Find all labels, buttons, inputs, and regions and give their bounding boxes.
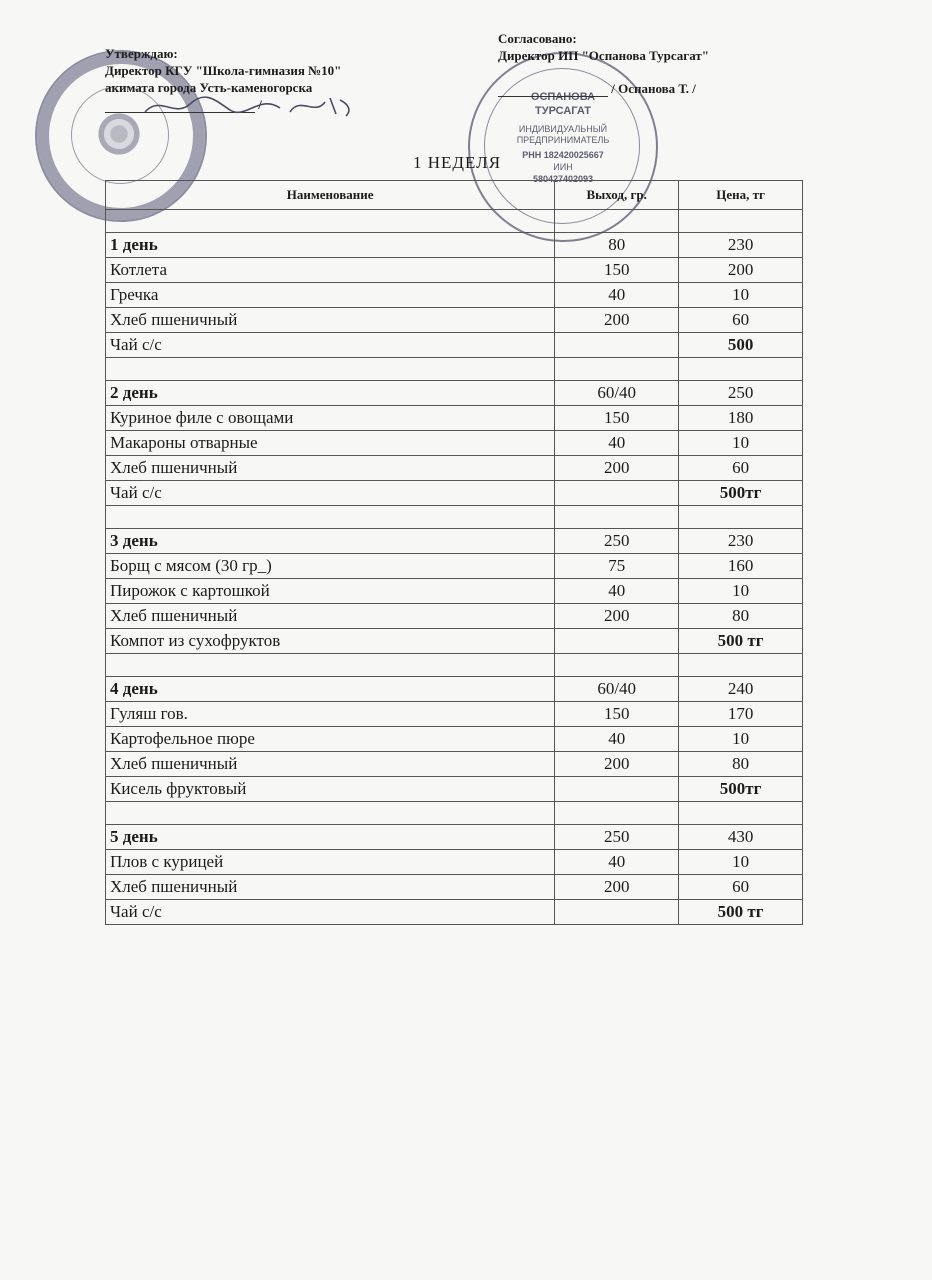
item-name: Плов с курицей xyxy=(106,850,555,875)
table-row xyxy=(106,308,803,333)
item-weight: 40 xyxy=(555,727,679,752)
item-weight: 60/40 xyxy=(555,677,679,702)
item-name: Котлета xyxy=(106,258,555,283)
item-name: Пирожок с картошкой xyxy=(106,579,555,604)
item-price: 230 xyxy=(679,233,803,258)
item-name: Макароны отварные xyxy=(106,431,555,456)
item-weight: 150 xyxy=(555,406,679,431)
table-row xyxy=(106,654,803,677)
item-weight: 200 xyxy=(555,308,679,333)
item-name: Компот из сухофруктов xyxy=(106,629,555,654)
day-label: 2 день xyxy=(106,381,555,406)
item-price: 60 xyxy=(679,875,803,900)
item-name: Борщ с мясом (30 гр_) xyxy=(106,554,555,579)
director-signature xyxy=(140,90,360,120)
empty-cell xyxy=(555,358,679,381)
week-title: 1 НЕДЕЛЯ xyxy=(413,153,502,172)
item-price: 160 xyxy=(679,554,803,579)
empty-cell xyxy=(106,802,555,825)
table-row xyxy=(106,604,803,629)
item-weight: 200 xyxy=(555,604,679,629)
empty-cell xyxy=(106,654,555,677)
empty-cell xyxy=(679,506,803,529)
table-row xyxy=(106,283,803,308)
header-name: Наименование xyxy=(106,181,555,210)
menu-table xyxy=(105,180,803,925)
item-weight xyxy=(555,900,679,925)
item-price: 180 xyxy=(679,406,803,431)
item-price: 10 xyxy=(679,850,803,875)
item-price: 60 xyxy=(679,456,803,481)
table-row xyxy=(106,752,803,777)
stamp-type-2: ПРЕДПРИНИМАТЕЛЬ xyxy=(516,135,610,145)
empty-cell xyxy=(106,506,555,529)
day-label: 1 день xyxy=(106,233,555,258)
item-name: Чай с/с xyxy=(106,900,555,925)
day-header-row xyxy=(106,381,803,406)
item-price: 10 xyxy=(679,431,803,456)
item-price: 200 xyxy=(679,258,803,283)
day-header-row xyxy=(106,529,803,554)
item-price: 250 xyxy=(679,381,803,406)
item-weight: 60/40 xyxy=(555,381,679,406)
item-price: 430 xyxy=(679,825,803,850)
table-row xyxy=(106,481,803,506)
table-row xyxy=(106,431,803,456)
table-row xyxy=(106,900,803,925)
item-weight: 150 xyxy=(555,702,679,727)
item-weight: 200 xyxy=(555,875,679,900)
table-row xyxy=(106,506,803,529)
item-name: Гречка xyxy=(106,283,555,308)
empty-cell xyxy=(679,802,803,825)
agree-signature-line xyxy=(498,80,709,97)
day-header-row xyxy=(106,233,803,258)
day-total: 500 xyxy=(679,333,803,358)
item-weight: 40 xyxy=(555,579,679,604)
stamp-rnn: РНН 182420025667 xyxy=(522,150,604,160)
item-weight: 200 xyxy=(555,752,679,777)
item-name: Куриное филе с овощами xyxy=(106,406,555,431)
table-row xyxy=(106,358,803,381)
item-weight: 80 xyxy=(555,233,679,258)
table-header-row xyxy=(106,181,803,210)
table-row xyxy=(106,702,803,727)
item-name: Хлеб пшеничный xyxy=(106,456,555,481)
item-price: 10 xyxy=(679,727,803,752)
table-row xyxy=(106,579,803,604)
day-total: 500 тг xyxy=(679,900,803,925)
table-row xyxy=(106,802,803,825)
item-weight xyxy=(555,481,679,506)
item-weight: 250 xyxy=(555,825,679,850)
stamp-name-1: ОСПАНОВА xyxy=(530,91,596,103)
table-row xyxy=(106,727,803,752)
day-label: 3 день xyxy=(106,529,555,554)
item-weight xyxy=(555,777,679,802)
table-row xyxy=(106,875,803,900)
item-name: Чай с/с xyxy=(106,333,555,358)
day-total: 500тг xyxy=(679,777,803,802)
day-label: 4 день xyxy=(106,677,555,702)
stamp-type-1: ИНДИВИДУАЛЬНЫЙ xyxy=(518,124,608,134)
table-row xyxy=(106,456,803,481)
table-row xyxy=(106,406,803,431)
item-name: Чай с/с xyxy=(106,481,555,506)
empty-cell xyxy=(106,358,555,381)
item-weight: 150 xyxy=(555,258,679,283)
item-weight: 40 xyxy=(555,283,679,308)
item-name: Гуляш гов. xyxy=(106,702,555,727)
item-price: 60 xyxy=(679,308,803,333)
table-row xyxy=(106,333,803,358)
day-total: 500тг xyxy=(679,481,803,506)
item-weight: 200 xyxy=(555,456,679,481)
item-name: Картофельное пюре xyxy=(106,727,555,752)
agree-position: Директор ИП "Оспанова Турсагат" xyxy=(498,48,709,63)
empty-cell xyxy=(555,802,679,825)
day-header-row xyxy=(106,677,803,702)
day-header-row xyxy=(106,825,803,850)
approve-position: Директор КГУ "Школа-гимназия №10" xyxy=(105,63,342,78)
item-weight: 75 xyxy=(555,554,679,579)
day-total: 500 тг xyxy=(679,629,803,654)
empty-cell xyxy=(555,654,679,677)
item-price: 240 xyxy=(679,677,803,702)
header-price: Цена, тг xyxy=(679,181,803,210)
stamp-iin: 580427402093 xyxy=(532,174,594,184)
table-row xyxy=(106,629,803,654)
stamp-iin-label: ИИН xyxy=(553,162,573,172)
table-row xyxy=(106,258,803,283)
item-weight: 250 xyxy=(555,529,679,554)
item-weight: 40 xyxy=(555,850,679,875)
agree-label: Согласовано: xyxy=(498,31,577,46)
item-weight xyxy=(555,629,679,654)
empty-cell xyxy=(679,654,803,677)
approve-organization: акимата города Усть-каменогорска xyxy=(105,80,313,95)
table-row xyxy=(106,777,803,802)
item-weight xyxy=(555,333,679,358)
empty-cell xyxy=(555,506,679,529)
stamp-name-2: ТУРСАГАТ xyxy=(535,105,591,117)
item-price: 10 xyxy=(679,283,803,308)
empty-cell xyxy=(679,358,803,381)
header-weight: Выход, гр. xyxy=(555,181,679,210)
table-row xyxy=(106,210,803,233)
table-row xyxy=(106,850,803,875)
day-label: 5 день xyxy=(106,825,555,850)
item-name: Хлеб пшеничный xyxy=(106,308,555,333)
item-weight: 40 xyxy=(555,431,679,456)
agree-signatory: / Оспанова Т. / xyxy=(611,81,696,96)
item-price: 170 xyxy=(679,702,803,727)
item-name: Хлеб пшеничный xyxy=(106,752,555,777)
item-price: 10 xyxy=(679,579,803,604)
item-name: Хлеб пшеничный xyxy=(106,604,555,629)
item-price: 230 xyxy=(679,529,803,554)
table-row xyxy=(106,554,803,579)
agreement-block xyxy=(498,30,709,97)
item-price: 80 xyxy=(679,752,803,777)
item-price: 80 xyxy=(679,604,803,629)
approve-label: Утверждаю: xyxy=(105,46,178,61)
item-name: Хлеб пшеничный xyxy=(106,875,555,900)
item-name: Кисель фруктовый xyxy=(106,777,555,802)
approve-signature-line: / xyxy=(105,96,341,113)
